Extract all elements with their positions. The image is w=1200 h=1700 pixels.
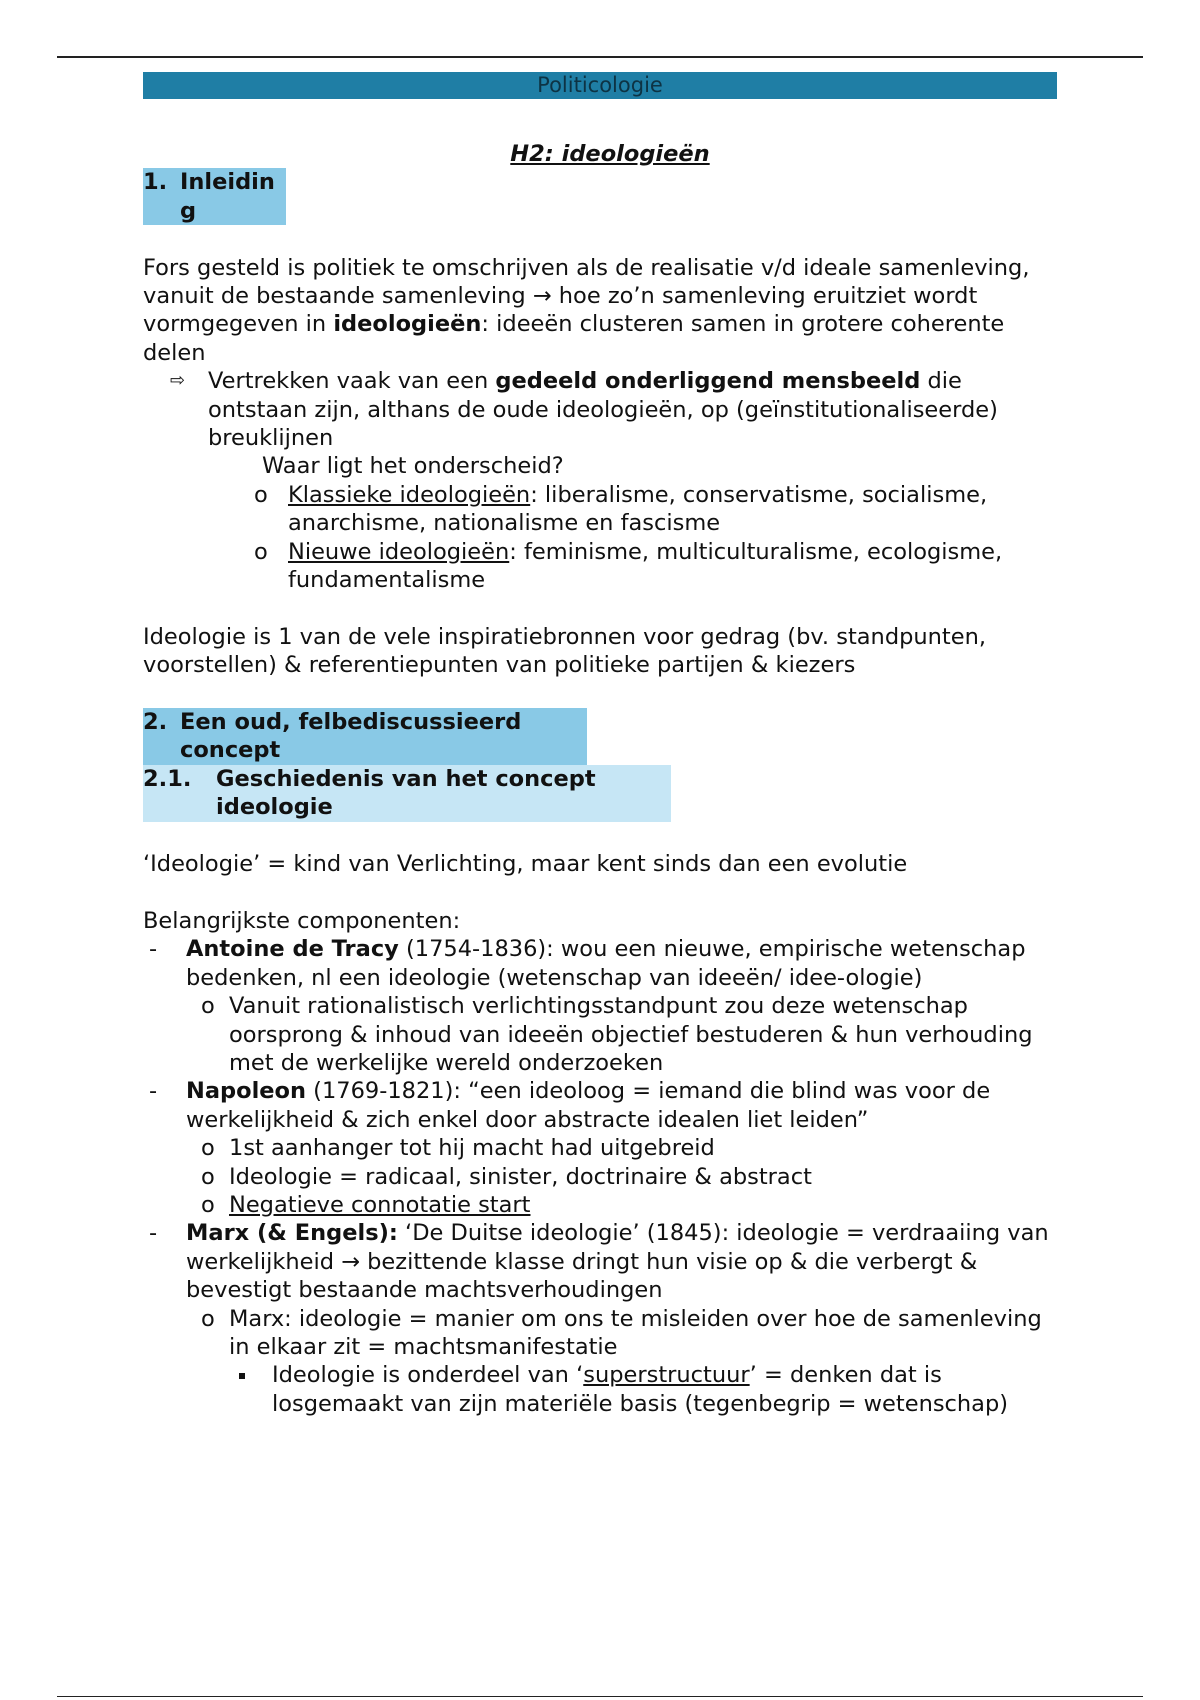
circle-bullet-icon: o [201, 1191, 215, 1218]
list-subitem: o Marx: ideologie = manier om ons te misleiden over hoe de samenleving in elkaar zit = machtsmanifestatie [201, 1305, 1042, 1360]
section-2-1-heading-line1: Geschiedenis van het concept [216, 765, 596, 792]
circle-bullet-icon: o [201, 993, 215, 1020]
circle-bullet-icon: o [201, 1163, 215, 1190]
section-1-heading-line2: g [180, 197, 197, 224]
list-item-marx: - Marx (& Engels): ‘De Duitse ideologie’ (1845): ideologie = verdraaiing van werkelijkheid → bezittende klasse dringt hun visie op & die verbergt & bevestigt bestaande machtsverhoudingen [149, 1220, 1049, 1304]
circle-bullet-icon: o [201, 1135, 215, 1162]
circle-bullet-icon: o [254, 481, 268, 508]
list-item-new: o Nieuwe ideologieën: feminisme, multiculturalisme, ecologisme, fundamentalisme [254, 538, 1003, 594]
bottom-rule [57, 1696, 1143, 1697]
components-label: Belangrijkste componenten: [143, 907, 461, 934]
list-subitem: o Vanuit rationalistisch verlichtingsstandpunt zou deze wetenschap oorsprong & inhoud van ideeën objectief bestuderen & hun verhouding met de werkelijke wereld onderzoeken [201, 993, 1033, 1076]
section-2-heading-line2: concept [180, 737, 281, 764]
top-rule [57, 56, 1143, 58]
section-2-1-number: 2.1. [143, 765, 192, 792]
section-1-number: 1. [143, 169, 168, 196]
list-item-napoleon: - Napoleon (1769-1821): “een ideoloog = iemand die blind was voor de werkelijkheid & zich enkel door abstracte idealen liet leiden” [149, 1078, 991, 1133]
section-2-heading [143, 708, 587, 765]
document-body [143, 140, 1063, 1418]
dash-bullet-icon: - [149, 1220, 158, 1247]
page-title: H2: ideologieën [510, 141, 710, 167]
arrow-bullet-icon: ⇨ [170, 370, 186, 392]
square-bullet-icon [239, 1373, 245, 1379]
list-item-classic: o Klassieke ideologieën: liberalisme, conservatisme, socialisme, anarchisme, nationalisme en fascisme [254, 481, 988, 537]
list-subsubitem: Ideologie is onderdeel van ‘superstructuur’ = denken dat is losgemaakt van zijn materiële basis (tegenbegrip = wetenschap) [143, 1361, 1063, 1418]
circle-bullet-icon: o [254, 538, 268, 565]
question-line: Waar ligt het onderscheid? [262, 453, 564, 480]
intro-paragraph: Fors gesteld is politiek te omschrijven als de realisatie v/d ideale samenleving, vanuit de bestaande samenleving → hoe zo’n samenleving eruitziet wordt vormgegeven in ideologieën: ideeën clusteren samen in grotere coherente delen [143, 254, 1030, 366]
section-2-heading-line1: Een oud, felbediscussieerd [180, 709, 522, 736]
list-subitem: o Ideologie = radicaal, sinister, doctrinaire & abstract [201, 1163, 812, 1190]
header-banner: Politicologie [143, 72, 1057, 99]
arrow-point: ⇨ Vertrekken vaak van een gedeeld onderliggend mensbeeld die ontstaan zijn, althans de oude ideologieën, op (geïnstitutionaliseerde) breuklijnen [170, 368, 998, 452]
circle-bullet-icon: o [201, 1305, 215, 1332]
list-item-tracy: - Antoine de Tracy (1754-1836): wou een nieuwe, empirische wetenschap bedenken, nl een ideologie (wetenschap van ideeën/ idee-ologie) [149, 936, 1026, 991]
ideologieen-bold: ideologieën [333, 311, 482, 338]
list-subitem: o 1st aanhanger tot hij macht had uitgebreid [201, 1135, 715, 1162]
section-1-heading-line1: Inleidin [180, 169, 275, 196]
section-2-number: 2. [143, 709, 168, 736]
section-2-1-heading [143, 765, 671, 822]
ideologie-intro: ‘Ideologie’ = kind van Verlichting, maar kent sinds dan een evolutie [143, 851, 908, 878]
inspiration-paragraph: Ideologie is 1 van de vele inspiratiebronnen voor gedrag (bv. standpunten, voorstellen) & referentiepunten van politieke partijen & kiezers [143, 623, 986, 679]
dash-bullet-icon: - [149, 1078, 158, 1105]
list-subitem: o Negatieve connotatie start [201, 1191, 531, 1218]
section-1-heading [143, 168, 286, 225]
section-2-1-heading-line2: ideologie [216, 794, 333, 821]
dash-bullet-icon: - [149, 936, 158, 963]
